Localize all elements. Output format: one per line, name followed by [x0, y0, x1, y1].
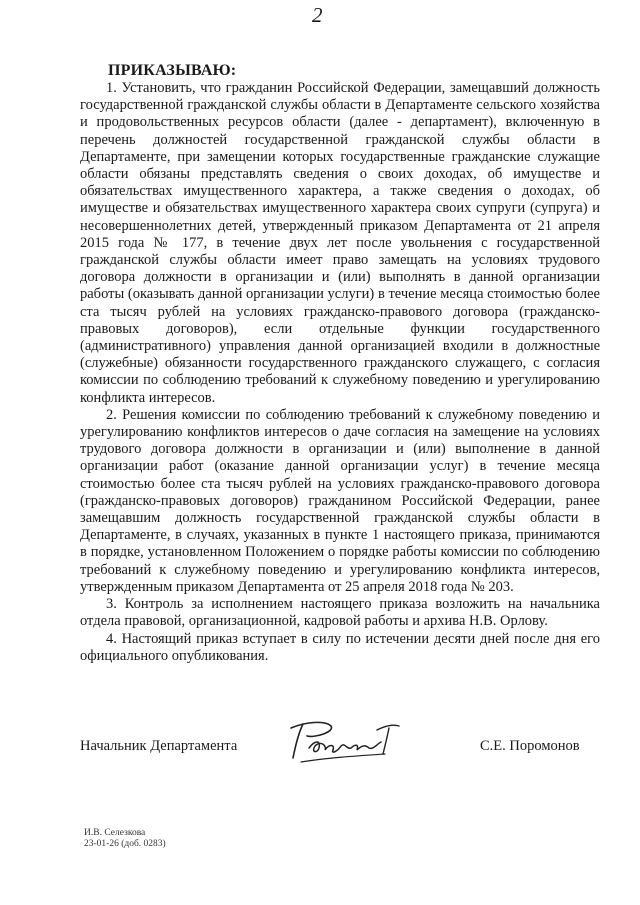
order-paragraph-4: 4. Настоящий приказ вступает в силу по истечении десяти дней после дня его официального опубликования. [80, 630, 600, 664]
page-number: 2 [312, 3, 323, 27]
signatory-title: Начальник Департамента [80, 738, 238, 754]
executor-footer [84, 828, 166, 850]
order-heading: ПРИКАЗЫВАЮ: [108, 62, 237, 79]
executor-phone: 23-01-26 (доб. 0283) [84, 839, 166, 849]
executor-name: И.В. Селезкова [84, 828, 146, 838]
order-paragraph-2: 2. Решения комиссии по соблюдению требований к служебному поведению и урегулированию конфликтов интересов о даче согласия на замещение на условиях трудового договора должности в организации и (или) выполнение в данной организации работ (оказание данной организации услуг) в течение месяца стоимостью более ста тысяч рублей на условиях гражданско-правового договора (гражданско-правовых договоров) гражданином Российской Федерации, ранее замещавшим должность государственной гражданской службы области в Департаменте, в случаях, указанных в пункте 1 настоящего приказа, принимаются в порядке, установленном Положением о порядке работы комиссии по соблюдению требований к служебному поведению и урегулированию конфликта интересов, утвержденным приказом Департамента от 25 апреля 2018 года № 203. [80, 406, 600, 595]
signature-block [80, 736, 600, 776]
order-body [80, 80, 600, 665]
order-paragraph-1: 1. Установить, что гражданин Российской Федерации, замещавший должность государственной гражданской службы области в Департаменте сельского хозяйства и продовольственных ресурсов области (далее - департамент), включенную в перечень должностей государственной гражданской службы области в Департаменте, при замещении которых государственные гражданские служащие области обязаны представлять сведения о своих доходах, об имуществе и обязательствах имущественного характера, а также сведения о доходах, об имуществе и обязательствах имущественного характера своих супруги (супруга) и несовершеннолетних детей, утвержденный приказом Департамента от 21 апреля 2015 года № 177, в течение двух лет после увольнения с государственной гражданской службы области имеет право замещать на условиях трудового договора должности в организации и (или) выполнять в данной организации работы (оказывать данной организации услуги) в течение месяца стоимостью более ста тысяч рублей на условиях гражданско-правового договора (гражданско-правовых договоров), если отдельные функции государственного (административного) управления данной организацией входили в должностные (служебные) обязанности государственного гражданского служащего, с согласия комиссии по соблюдению требований к служебному поведению и урегулированию конфликта интересов. [80, 80, 600, 406]
signatory-name: С.Е. Поромонов [480, 738, 580, 754]
handwritten-signature [285, 718, 405, 766]
order-paragraph-3: 3. Контроль за исполнением настоящего приказа возложить на начальника отдела правовой, организационной, кадровой работы и архива Н.В. Орлову. [80, 596, 600, 630]
